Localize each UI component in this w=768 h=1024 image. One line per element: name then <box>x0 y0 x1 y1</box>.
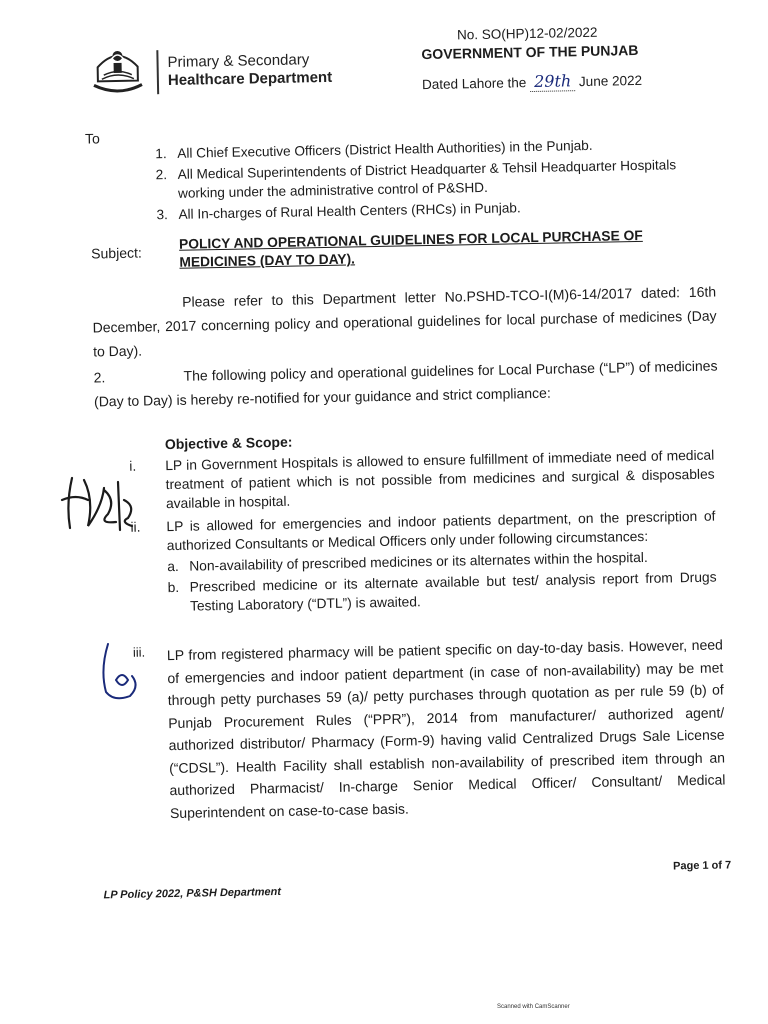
letter-reference <box>421 23 642 94</box>
letter-number: No. SO(HP)12-02/2022 <box>456 24 598 43</box>
paragraph-2-number: 2. <box>93 369 106 386</box>
punjab-emblem-icon <box>87 40 148 101</box>
date-day-handwritten: 29th <box>530 71 575 92</box>
paragraph-2 <box>93 353 718 413</box>
handwritten-mark <box>96 640 146 706</box>
subject-label: Subject: <box>91 244 142 262</box>
page-number: Page 1 of 7 <box>672 859 732 873</box>
department-name <box>167 51 332 90</box>
department-line-2: Healthcare Department <box>167 68 333 89</box>
objective-heading: Objective & Scope: <box>164 433 293 453</box>
letter-date <box>422 71 642 94</box>
date-suffix: June 2022 <box>578 72 643 90</box>
recipient-item: 3. All In-charges of Rural Health Centers (RHCs) in Punjab. <box>156 200 521 223</box>
recipient-item: 2. All Medical Superintendents of District Headquarter & Tehsil Headquarter Hospitals working under the administrative control of P&SHD. <box>155 157 677 201</box>
government-title: GOVERNMENT OF THE PUNJAB <box>421 41 639 63</box>
objective-item-i: i. LP in Government Hospitals is allowed to ensure fulfillment of immediate need of medical treatment of patient which is not possible from medicines and surgical & disposables available in hospital. <box>129 447 715 512</box>
sub-item-a: a. Non-availability of prescribed medicines or its alternates within the hospital. <box>167 549 648 575</box>
scanner-watermark: Scanned with CamScanner <box>497 1004 570 1010</box>
to-label: To <box>84 130 100 147</box>
department-line-1: Primary & Secondary <box>167 51 310 71</box>
date-prefix: Dated Lahore the <box>421 75 527 93</box>
objective-item-iii: iii. LP from registered pharmacy will be patient specific on day-to-day basis. However, need of emergencies and indoor patient department (in case of non-availability) may be met through petty purchases 59 (a)/ petty purchases through quotation as per rule 59 (b) of Punjab Procurement Rules (“PPR”), 2014 from manufacturer/ authorized agent/ authorized distributor/ Pharmacy (Form-9) having valid Centralized Drugs Sale License (“CDSL”). Health Facility shall establish non-availability of prescribed item through an authorized Pharmacist/ In-charge Senior Medical Officer/ Consultant/ Medical Superintendent on case-to-case basis. <box>132 636 726 821</box>
letterhead-divider <box>156 50 159 94</box>
recipient-item: 1. All Chief Executive Officers (District Health Authorities) in the Punjab. <box>155 137 593 162</box>
paragraph-2-text: The following policy and operational guidelines for Local Purchase (“LP”) of medicines (Day to Day) is hereby re-notified for your guidance and strict compliance: <box>93 357 718 410</box>
footer-document-title: LP Policy 2022, P&SH Department <box>103 885 282 902</box>
recipient-list <box>155 134 716 227</box>
paragraph-1: Please refer to this Department letter No.PSHD-TCO-I(M)6-14/2017 dated: 16th December, 2017 concerning policy and operational guidelines for local purchase of medicines (Day to Day). <box>92 283 717 360</box>
handwritten-initials-signature <box>58 470 146 540</box>
objective-item-ii: ii. LP is allowed for emergencies and indoor patients department, on the prescription of authorized Consultants or Medical Officers only under following circumstances: <box>130 508 716 554</box>
sub-item-b: b. Prescribed medicine or its alternate available but test/ analysis report from Drugs Testing Laboratory (“DTL”) is awaited. <box>167 569 717 614</box>
subject-line: POLICY AND OPERATIONAL GUIDELINES FOR LOCAL PURCHASE OF MEDICINES (DAY TO DAY). <box>178 227 643 270</box>
objective-items <box>129 446 717 617</box>
